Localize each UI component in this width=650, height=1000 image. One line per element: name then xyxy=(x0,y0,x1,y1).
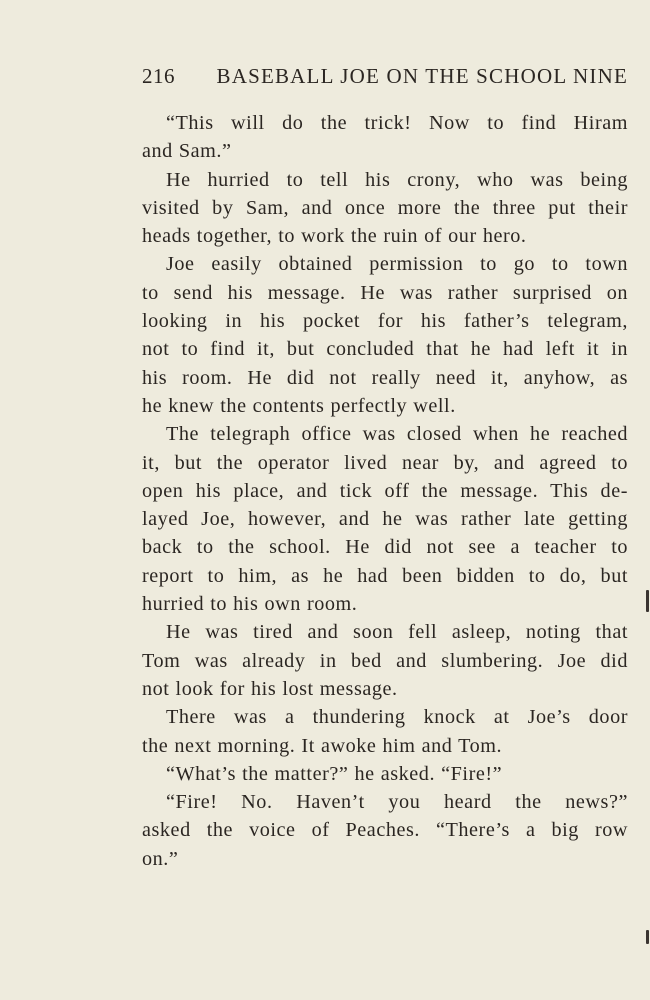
text-line: The telegraph office was closed when he reached xyxy=(166,423,628,446)
page-number: 216 xyxy=(142,64,175,88)
text-line: “This will do the trick! Now to find Hiram xyxy=(166,112,628,134)
page-edge-mark xyxy=(646,590,649,612)
text-line: not to find it, but concluded that he had left it in xyxy=(142,338,628,361)
body-text xyxy=(142,109,628,873)
running-title: BASEBALL JOE ON THE SCHOOL NINE xyxy=(216,64,628,88)
text-line: he knew the contents perfectly well. xyxy=(142,394,456,417)
text-line: open his place, and tick off the message. This de- xyxy=(142,479,628,502)
text-line: to send his message. He was rather surprised on xyxy=(142,281,628,304)
page-header xyxy=(142,64,628,100)
text-line: heads together, to work the ruin of our hero. xyxy=(142,225,527,248)
page-edge-mark xyxy=(646,930,649,944)
text-line: layed Joe, however, and he was rather late getting xyxy=(142,508,628,531)
text-line: There was a thundering knock at Joe’s door xyxy=(166,706,628,729)
text-line: and Sam.” xyxy=(142,140,232,163)
text-line: looking in his pocket for his father’s telegram, xyxy=(142,310,628,333)
text-line: on.” xyxy=(142,847,179,870)
text-line: it, but the operator lived near by, and agreed to xyxy=(142,451,628,474)
text-line: “Fire! No. Haven’t you heard the news?” xyxy=(166,791,628,814)
text-line: not look for his lost message. xyxy=(142,677,398,700)
text-line: Tom was already in bed and slumbering. Joe did xyxy=(142,649,628,672)
text-line: his room. He did not really need it, anyhow, as xyxy=(142,366,628,389)
text-line: hurried to his own room. xyxy=(142,593,358,616)
text-line: “What’s the matter?” he asked. “Fire!” xyxy=(166,762,503,785)
text-line: back to the school. He did not see a teacher to xyxy=(142,536,628,559)
text-line: Joe easily obtained permission to go to town xyxy=(166,253,628,276)
text-line: He was tired and soon fell asleep, noting that xyxy=(166,621,628,644)
text-line: report to him, as he had been bidden to do, but xyxy=(142,564,628,587)
text-line: visited by Sam, and once more the three put their xyxy=(142,196,628,219)
text-line: the next morning. It awoke him and Tom. xyxy=(142,734,503,757)
text-line: He hurried to tell his crony, who was being xyxy=(166,168,628,191)
text-line: asked the voice of Peaches. “There’s a big row xyxy=(142,819,628,842)
